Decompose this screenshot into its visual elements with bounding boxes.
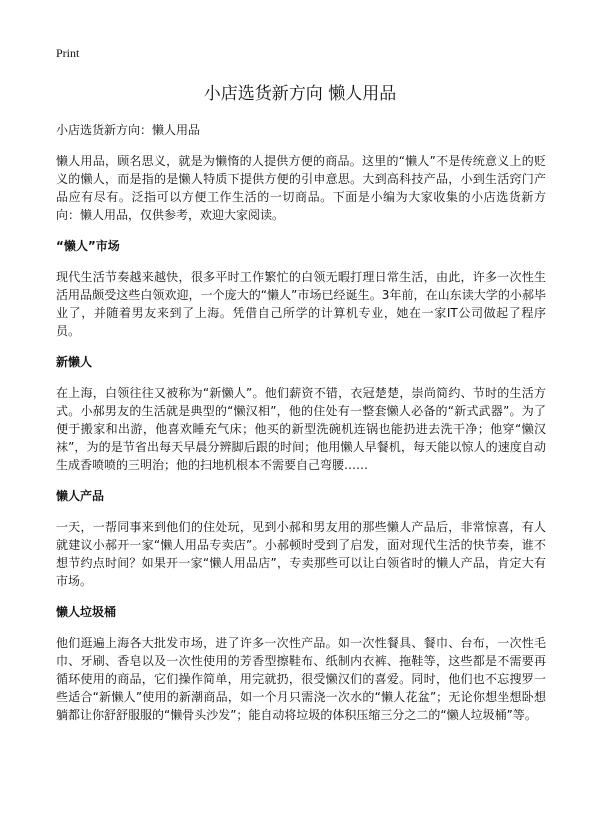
section-heading: 新懒人 bbox=[56, 355, 93, 369]
intro-paragraph: 懒人用品，顾名思义，就是为懒惰的人提供方便的商品。这里的“懒人”不是传统意义上的贬义的懒人，而是指的是懒人特质下提供方便的引申意思。大到高科技产品，小到生活窍门产品应有尽有。泛指可以方便工作生活的一切商品。下面是小编为大家收集的小店选货新方向：懒人用品，仅供参考，欢迎大家阅读。 bbox=[56, 154, 546, 222]
section-paragraph: 在上海，白领往往又被称为“新懒人”。他们薪资不错，衣冠楚楚，崇尚简约、节时的生活方式。小郝男友的生活就是典型的“懒汉相”，他的住处有一整套懒人必备的“新式武器”。为了便于搬家和出游，他喜欢睡充气床；他买的新型洗碗机连锅也能扔进去洗干净；他穿“懒汉袜”，为的是节省出每天早晨分辨脚后跟的时间；他用懒人早餐机，每天能以惊人的速度自动生成香喷喷的三明治；他的扫地机根本不需要自己弯腰…… bbox=[56, 386, 546, 472]
print-link[interactable]: Print bbox=[56, 46, 80, 60]
section-lazy-market bbox=[56, 237, 546, 340]
article-subtitle: 小店选货新方向：懒人用品 bbox=[56, 123, 201, 137]
article-body bbox=[56, 121, 546, 737]
section-lazy-products bbox=[56, 487, 546, 590]
section-heading: “懒人”市场 bbox=[56, 239, 120, 253]
section-paragraph: 现代生活节奏越来越快，很多平时工作繁忙的白领无暇打理日常生活，由此，许多一次性生活用品颇受这些白领欢迎，一个庞大的“懒人”市场已经诞生。3年前，在山东读大学的小郝毕业了，并随着男友来到了上海。凭借自己所学的计算机专业，她在一家IT公司做起了程序员。 bbox=[56, 270, 546, 338]
section-paragraph: 他们逛遍上海各大批发市场，进了许多一次性产品。如一次性餐具、餐巾、台布，一次性毛巾、牙刷、香皂以及一次性使用的芳香型擦鞋布、纸制内衣裤、拖鞋等，这些都是不需要再循环使用的商品，它们操作简单，用完就扔，很受懒汉们的喜爱。同时，他们也不忘搜罗一些适合“新懒人”使用的新潮商品，如一个月只需浇一次水的“懒人花盆”；无论你想坐想卧想躺都让你舒舒服服的“懒骨头沙发”；能自动将垃圾的体积压缩三分之二的“懒人垃圾桶”等。 bbox=[56, 636, 546, 722]
section-heading: 懒人产品 bbox=[56, 489, 105, 503]
section-heading: 懒人垃圾桶 bbox=[56, 605, 117, 619]
page-title: 小店选货新方向 懒人用品 bbox=[203, 84, 397, 104]
section-lazy-trash-can bbox=[56, 603, 546, 724]
section-new-lazy bbox=[56, 353, 546, 474]
section-paragraph: 一天，一帮同事来到他们的住处玩，见到小郝和男友用的那些懒人产品后，非常惊喜，有人就建议小郝开一家“懒人用品专卖店”。小郝顿时受到了启发，面对现代生活的快节奏，谁不想节约点时间？如果开一家“懒人用品店”，专卖那些可以让白领省时的懒人产品，肯定大有市场。 bbox=[56, 520, 546, 588]
